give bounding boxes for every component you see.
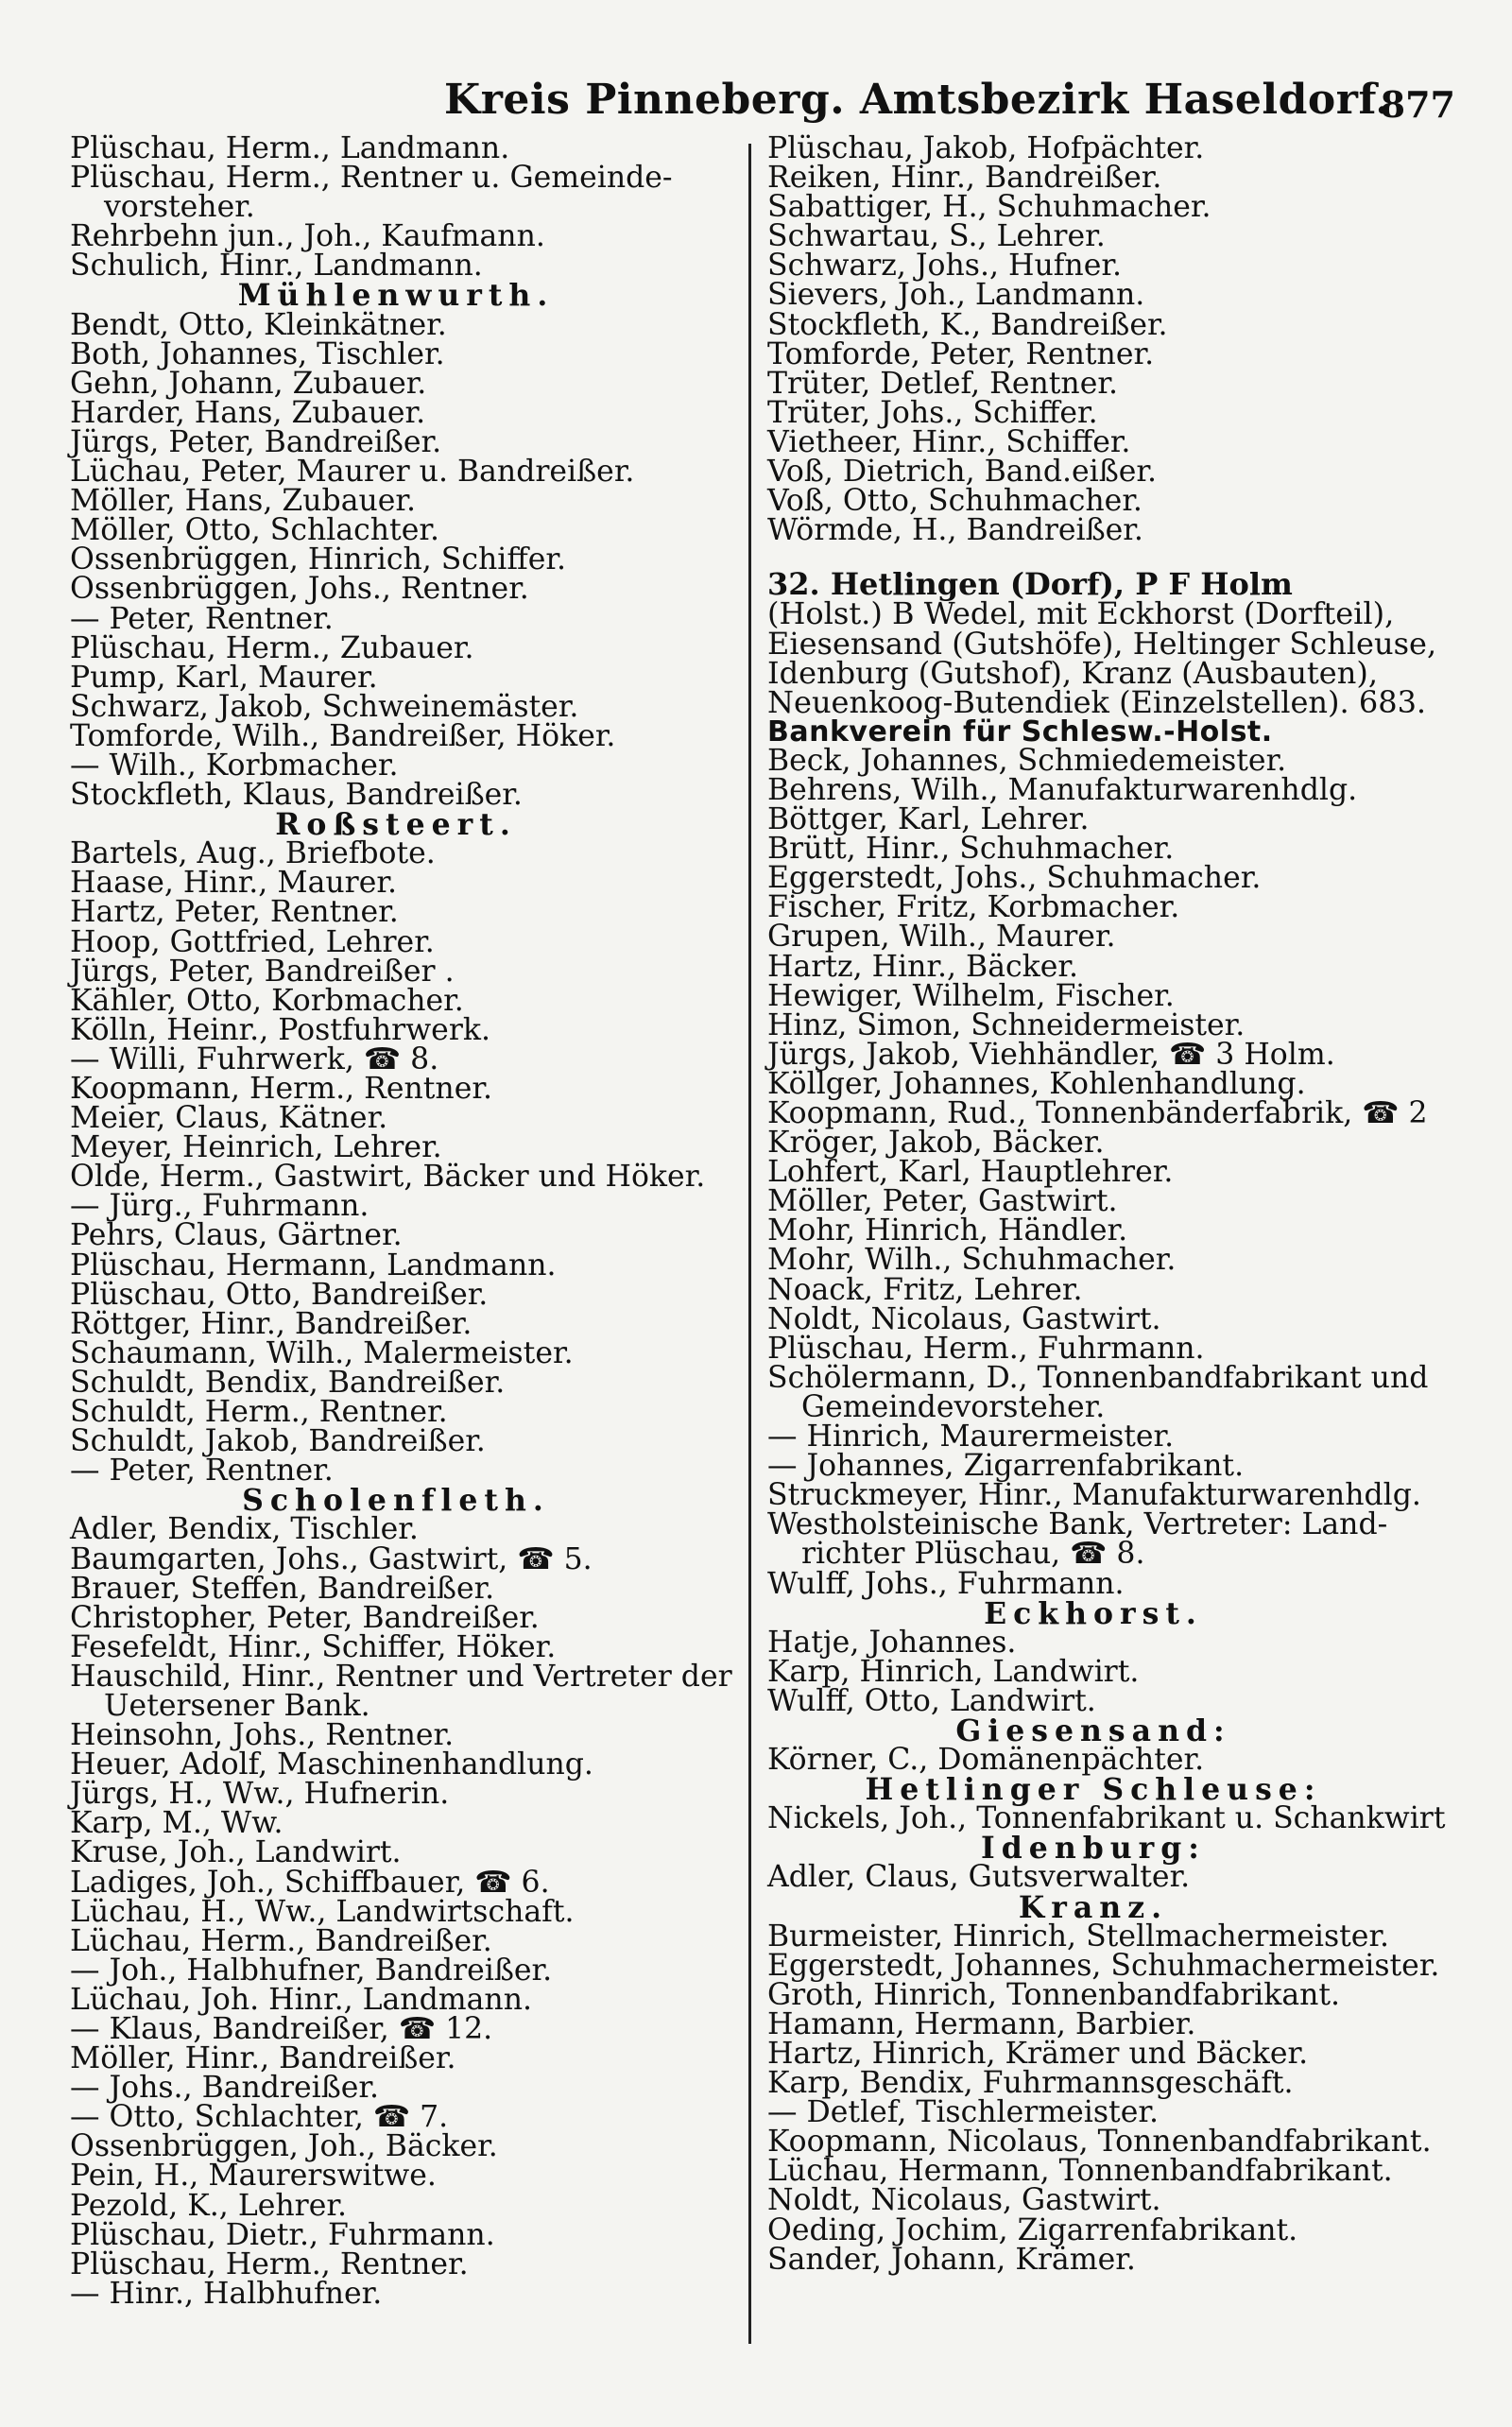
list-item: Brauer, Steffen, Bandreißer. xyxy=(70,1571,495,1606)
list-item: Hatje, Johannes. xyxy=(767,1625,1017,1660)
place-description: Eiesensand (Gutshöfe), Heltinger Schleuse, xyxy=(767,625,1437,662)
list-item: vorsteher. xyxy=(104,190,255,225)
list-item: Pehrs, Claus, Gärtner. xyxy=(70,1218,403,1253)
list-item: Gehn, Johann, Zubauer. xyxy=(70,366,427,401)
list-item: Köllger, Johannes, Kohlenhandlung. xyxy=(767,1066,1306,1101)
list-item: Adler, Claus, Gutsverwalter. xyxy=(767,1860,1191,1895)
list-item: Plüschau, Herm., Rentner. xyxy=(70,2246,469,2281)
list-item: Wörmde, H., Bandreißer. xyxy=(767,513,1143,548)
place-description: Idenburg (Gutshof), Kranz (Ausbauten), xyxy=(767,654,1378,691)
list-item: Nickels, Joh., Tonnenfabrikant u. Schankwirt xyxy=(767,1801,1446,1836)
list-item: — Jürg., Fuhrmann. xyxy=(70,1189,369,1224)
list-item: Trüter, Johs., Schiffer. xyxy=(767,395,1098,430)
list-item: Plüschau, Otto, Bandreißer. xyxy=(70,1277,489,1312)
list-item: Hauschild, Hinr., Rentner und Vertreter der xyxy=(70,1659,732,1694)
list-item: Koopmann, Rud., Tonnenbänderfabrik, ☎ 2 xyxy=(767,1096,1428,1130)
list-item: Reiken, Hinr., Bandreißer. xyxy=(767,161,1162,196)
section-heading: Idenburg: xyxy=(981,1831,1206,1867)
list-item: Hartz, Peter, Rentner. xyxy=(70,895,399,930)
list-item: Mohr, Wilh., Schuhmacher. xyxy=(767,1243,1177,1278)
list-item: Schölermann, D., Tonnenbandfabrikant und xyxy=(767,1360,1429,1395)
list-item: Brütt, Hinr., Schuhmacher. xyxy=(767,832,1175,867)
list-item: Bendt, Otto, Kleinkätner. xyxy=(70,307,447,342)
list-item: Eggerstedt, Johannes, Schuhmachermeister. xyxy=(767,1948,1440,1983)
list-item: — Willi, Fuhrwerk, ☎ 8. xyxy=(70,1041,439,1076)
list-item: Hartz, Hinr., Bäcker. xyxy=(767,949,1078,984)
list-item: Möller, Hans, Zubauer. xyxy=(70,484,417,519)
list-item: Plüschau, Hermann, Landmann. xyxy=(70,1248,557,1282)
page-number: 877 xyxy=(1380,83,1455,126)
section-heading: Hetlinger Schleuse: xyxy=(865,1772,1322,1808)
list-item: Schulich, Hinr., Landmann. xyxy=(70,249,483,284)
section-heading: Giesensand: xyxy=(955,1713,1231,1748)
list-item: Tomforde, Wilh., Bandreißer, Höker. xyxy=(70,718,616,753)
list-item: Sabattiger, H., Schuhmacher. xyxy=(767,190,1211,225)
list-item: Lüchau, Hermann, Tonnenbandfabrikant. xyxy=(767,2154,1393,2189)
list-item: — Joh., Halbhufner, Bandreißer. xyxy=(70,1953,553,1988)
list-item: Karp, Hinrich, Landwirt. xyxy=(767,1654,1140,1689)
list-item: — Otto, Schlachter, ☎ 7. xyxy=(70,2100,449,2135)
list-item: Grupen, Wilh., Maurer. xyxy=(767,920,1116,955)
list-item: Noldt, Nicolaus, Gastwirt. xyxy=(767,2183,1161,2218)
place-heading: 32. Hetlingen (Dorf), P F Holm xyxy=(767,566,1293,603)
list-item: Möller, Peter, Gastwirt. xyxy=(767,1184,1118,1219)
list-item: — Hinr., Halbhufner. xyxy=(70,2276,383,2311)
list-item: Ossenbrüggen, Joh., Bäcker. xyxy=(70,2129,498,2164)
section-heading: Kranz. xyxy=(1018,1889,1169,1925)
list-item: Beck, Johannes, Schmiedemeister. xyxy=(767,743,1287,778)
list-item: Noack, Fritz, Lehrer. xyxy=(767,1272,1083,1307)
list-item: Pezold, K., Lehrer. xyxy=(70,2188,347,2223)
list-item: Hartz, Hinrich, Krämer und Bäcker. xyxy=(767,2037,1309,2071)
list-item: Schwarz, Jakob, Schweinemäster. xyxy=(70,689,579,724)
list-item: Haase, Hinr., Maurer. xyxy=(70,866,397,901)
list-item: Kröger, Jakob, Bäcker. xyxy=(767,1126,1105,1161)
list-item: — Johannes, Zigarrenfabrikant. xyxy=(767,1449,1245,1484)
list-item: — Peter, Rentner. xyxy=(70,601,334,636)
list-item: — Wilh., Korbmacher. xyxy=(70,748,399,783)
running-title: Kreis Pinneberg. Amtsbezirk Haseldorf. xyxy=(444,76,1391,124)
list-item: Behrens, Wilh., Manufakturwarenhdlg. xyxy=(767,772,1358,807)
list-item: Bartels, Aug., Briefbote. xyxy=(70,836,436,871)
list-item: Sievers, Joh., Landmann. xyxy=(767,278,1145,313)
bank-notice: Bankverein für Schlesw.-Holst. xyxy=(767,714,1273,749)
list-item: Schuldt, Herm., Rentner. xyxy=(70,1395,448,1430)
list-item: Kruse, Joh., Landwirt. xyxy=(70,1835,402,1870)
list-item: Karp, M., Ww. xyxy=(70,1806,284,1841)
list-item: Koopmann, Nicolaus, Tonnenbandfabrikant. xyxy=(767,2125,1432,2160)
list-item: Lüchau, Joh. Hinr., Landmann. xyxy=(70,1982,532,2017)
list-item: Hinz, Simon, Schneidermeister. xyxy=(767,1007,1246,1042)
list-item: — Peter, Rentner. xyxy=(70,1454,334,1489)
list-item: Plüschau, Jakob, Hofpächter. xyxy=(767,131,1205,165)
list-item: Jürgs, Peter, Bandreißer . xyxy=(70,954,455,989)
list-item: Westholsteinische Bank, Vertreter: Land- xyxy=(767,1507,1388,1542)
column-divider xyxy=(748,144,751,2344)
list-item: Jürgs, Peter, Bandreißer. xyxy=(70,424,442,459)
list-item: Röttger, Hinr., Bandreißer. xyxy=(70,1306,472,1341)
list-item: — Klaus, Bandreißer, ☎ 12. xyxy=(70,2012,493,2046)
list-item: Meyer, Heinrich, Lehrer. xyxy=(70,1130,442,1165)
left-column xyxy=(70,131,732,2311)
list-item: Hewiger, Wilhelm, Fischer. xyxy=(767,978,1175,1013)
list-item: Möller, Otto, Schlachter. xyxy=(70,513,439,548)
list-item: Ossenbrüggen, Hinrich, Schiffer. xyxy=(70,542,567,577)
list-item: Ossenbrüggen, Johs., Rentner. xyxy=(70,572,529,607)
list-item: Heinsohn, Johs., Rentner. xyxy=(70,1718,455,1753)
list-item: Wulff, Johs., Fuhrmann. xyxy=(767,1566,1125,1601)
section-heading: Scholenfleth. xyxy=(242,1483,550,1519)
list-item: Plüschau, Herm., Fuhrmann. xyxy=(767,1331,1205,1366)
list-item: Körner, C., Domänenpächter. xyxy=(767,1743,1205,1778)
list-item: Ladiges, Joh., Schiffbauer, ☎ 6. xyxy=(70,1865,550,1900)
list-item: — Johs., Bandreißer. xyxy=(70,2071,380,2106)
list-item: Voß, Dietrich, Band.eißer. xyxy=(767,455,1158,490)
list-item: Jürgs, H., Ww., Hufnerin. xyxy=(70,1777,450,1812)
list-item: richter Plüschau, ☎ 8. xyxy=(801,1537,1145,1572)
list-item: Voß, Otto, Schuhmacher. xyxy=(767,484,1143,519)
section-heading: Eckhorst. xyxy=(984,1595,1203,1631)
list-item: Plüschau, Herm., Landmann. xyxy=(70,131,510,165)
list-item: Plüschau, Herm., Rentner u. Gemeinde- xyxy=(70,161,673,196)
list-item: Schuldt, Jakob, Bandreißer. xyxy=(70,1424,486,1459)
list-item: Schuldt, Bendix, Bandreißer. xyxy=(70,1365,506,1400)
list-item: Eggerstedt, Johs., Schuhmacher. xyxy=(767,861,1262,896)
list-item: Wulff, Otto, Landwirt. xyxy=(767,1683,1096,1718)
list-item: Baumgarten, Johs., Gastwirt, ☎ 5. xyxy=(70,1541,593,1576)
list-item: Jürgs, Jakob, Viehhändler, ☎ 3 Holm. xyxy=(767,1037,1335,1072)
list-item: Oeding, Jochim, Zigarrenfabrikant. xyxy=(767,2212,1298,2247)
list-item: Hoop, Gottfried, Lehrer. xyxy=(70,924,435,959)
list-item: Koopmann, Herm., Rentner. xyxy=(70,1072,492,1106)
list-item: — Hinrich, Maurermeister. xyxy=(767,1420,1175,1454)
place-description: Neuenkoog-Butendiek (Einzelstellen). 683. xyxy=(767,683,1427,720)
list-item: Schwartau, S., Lehrer. xyxy=(767,219,1106,254)
list-item: Rehrbehn jun., Joh., Kaufmann. xyxy=(70,219,545,254)
list-item: Schwarz, Johs., Hufner. xyxy=(767,249,1122,284)
list-item: Fesefeldt, Hinr., Schiffer, Höker. xyxy=(70,1629,557,1664)
list-item: Gemeindevorsteher. xyxy=(801,1389,1106,1424)
section-heading: Roßsteert. xyxy=(275,807,517,843)
list-item: Burmeister, Hinrich, Stellmachermeister. xyxy=(767,1919,1390,1954)
list-item: Olde, Herm., Gastwirt, Bäcker und Höker. xyxy=(70,1160,706,1195)
list-item: Lüchau, Peter, Maurer u. Bandreißer. xyxy=(70,455,635,490)
list-item: Meier, Claus, Kätner. xyxy=(70,1101,388,1136)
list-item: Pein, H., Maurerswitwe. xyxy=(70,2159,437,2194)
list-item: Möller, Hinr., Bandreißer. xyxy=(70,2041,456,2076)
list-item: Plüschau, Dietr., Fuhrmann. xyxy=(70,2217,495,2252)
list-item: Böttger, Karl, Lehrer. xyxy=(767,802,1090,837)
list-item: Harder, Hans, Zubauer. xyxy=(70,395,426,430)
list-item: Schaumann, Wilh., Malermeister. xyxy=(70,1335,574,1370)
list-item: Hamann, Hermann, Barbier. xyxy=(767,2006,1196,2041)
right-column xyxy=(767,131,1446,2277)
list-item: Sander, Johann, Krämer. xyxy=(767,2242,1136,2277)
list-item: Christopher, Peter, Bandreißer. xyxy=(70,1600,540,1635)
list-item: Plüschau, Herm., Zubauer. xyxy=(70,630,474,665)
list-item: — Detlef, Tischlermeister. xyxy=(767,2095,1159,2130)
list-item: Uetersener Bank. xyxy=(104,1688,370,1723)
list-item: Heuer, Adolf, Maschinenhandlung. xyxy=(70,1747,593,1782)
list-item: Trüter, Detlef, Rentner. xyxy=(767,366,1118,401)
list-item: Kähler, Otto, Korbmacher. xyxy=(70,983,464,1018)
list-item: Both, Johannes, Tischler. xyxy=(70,336,445,371)
list-item: Tomforde, Peter, Rentner. xyxy=(767,336,1155,371)
list-item: Karp, Bendix, Fuhrmannsgeschäft. xyxy=(767,2066,1294,2101)
list-item: Noldt, Nicolaus, Gastwirt. xyxy=(767,1301,1161,1336)
list-item: Pump, Karl, Maurer. xyxy=(70,660,378,695)
list-item: Stockfleth, K., Bandreißer. xyxy=(767,307,1168,342)
list-item: Kölln, Heinr., Postfuhrwerk. xyxy=(70,1012,490,1047)
section-heading: Mühlenwurth. xyxy=(237,278,555,314)
place-description: (Holst.) B Wedel, mit Eckhorst (Dorfteil), xyxy=(767,595,1395,632)
list-item: Mohr, Hinrich, Händler. xyxy=(767,1214,1128,1248)
list-item: Adler, Bendix, Tischler. xyxy=(70,1512,419,1547)
list-item: Groth, Hinrich, Tonnenbandfabrikant. xyxy=(767,1977,1341,2012)
list-item: Stockfleth, Klaus, Bandreißer. xyxy=(70,778,523,813)
page-header xyxy=(57,66,1455,132)
list-item: Vietheer, Hinr., Schiffer. xyxy=(767,424,1131,459)
list-item: Struckmeyer, Hinr., Manufakturwarenhdlg. xyxy=(767,1478,1421,1513)
list-item: Lüchau, Herm., Bandreißer. xyxy=(70,1923,492,1958)
list-item: Lüchau, H., Ww., Landwirtschaft. xyxy=(70,1894,575,1929)
list-item: Lohfert, Karl, Hauptlehrer. xyxy=(767,1155,1174,1190)
list-item: Fischer, Fritz, Korbmacher. xyxy=(767,890,1180,925)
